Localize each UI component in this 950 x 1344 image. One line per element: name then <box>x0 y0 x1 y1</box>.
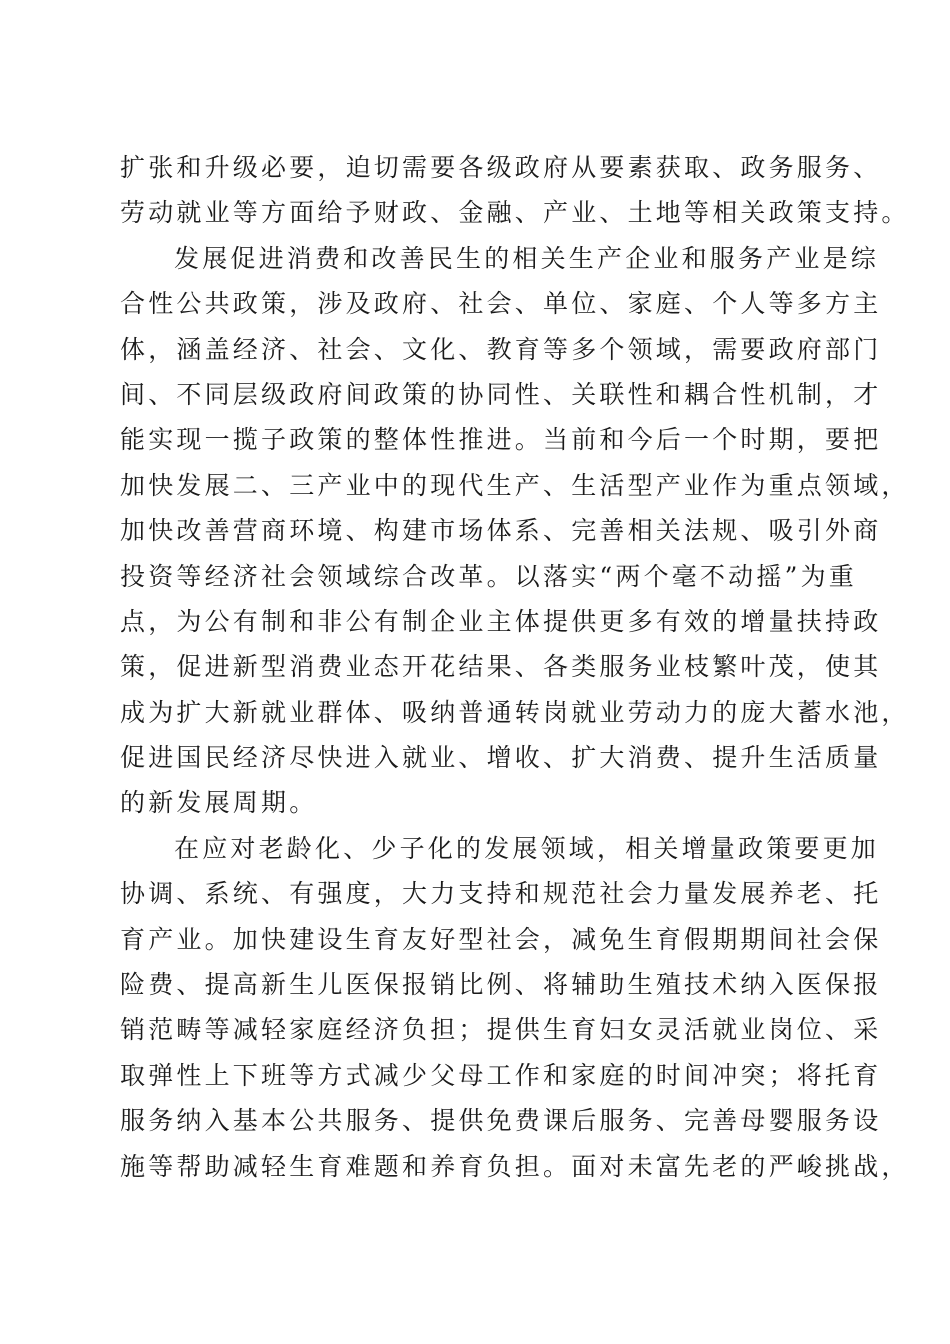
text-line: 加快发展二、三产业中的现代生产、生活型产业作为重点领域， <box>120 470 910 500</box>
text-line: 服务纳入基本公共服务、提供免费课后服务、完善母婴服务设 <box>120 1106 882 1136</box>
text-line: 劳动就业等方面给予财政、金融、产业、土地等相关政策支持。 <box>120 198 910 228</box>
text-line: 育产业。加快建设生育友好型社会，减免生育假期期间社会保 <box>120 924 882 954</box>
text-line: 能实现一揽子政策的整体性推进。当前和今后一个时期，要把 <box>120 425 882 455</box>
text-line: 协调、系统、有强度，大力支持和规范社会力量发展养老、托 <box>120 879 882 909</box>
text-line: 销范畴等减轻家庭经济负担；提供生育妇女灵活就业岗位、采 <box>120 1015 882 1045</box>
text-line: 间、不同层级政府间政策的协同性、关联性和耦合性机制，才 <box>120 379 882 409</box>
text-line: 点，为公有制和非公有制企业主体提供更多有效的增量扶持政 <box>120 606 882 636</box>
text-line: 合性公共政策，涉及政府、社会、单位、家庭、个人等多方主 <box>120 289 882 319</box>
text-line: 取弹性上下班等方式减少父母工作和家庭的时间冲突；将托育 <box>120 1060 882 1090</box>
text-line: 体，涵盖经济、社会、文化、教育等多个领域，需要政府部门 <box>120 334 882 364</box>
text-line: 扩张和升级必要，迫切需要各级政府从要素获取、政务服务、 <box>120 153 882 182</box>
body-text <box>120 145 910 1189</box>
text-line: 促进国民经济尽快进入就业、增收、扩大消费、提升生活质量 <box>120 743 882 773</box>
paragraph-start-line: 在应对老龄化、少子化的发展领域，相关增量政策要更加 <box>174 833 880 863</box>
text-line: 成为扩大新就业群体、吸纳普通转岗就业劳动力的庞大蓄水池， <box>120 697 910 727</box>
paragraph-start-line: 发展促进消费和改善民生的相关生产企业和服务产业是综 <box>174 243 880 273</box>
text-line: 加快改善营商环境、构建市场体系、完善相关法规、吸引外商 <box>120 516 882 546</box>
text-line: 施等帮助减轻生育难题和养育负担。面对未富先老的严峻挑战， <box>120 1151 910 1181</box>
text-line: 策，促进新型消费业态开花结果、各类服务业枝繁叶茂，使其 <box>120 652 882 682</box>
text-line: 投资等经济社会领域综合改革。以落实“两个毫不动摇”为重 <box>120 561 857 591</box>
text-line: 的新发展周期。 <box>120 788 318 818</box>
text-line: 险费、提高新生儿医保报销比例、将辅助生殖技术纳入医保报 <box>120 970 882 1000</box>
